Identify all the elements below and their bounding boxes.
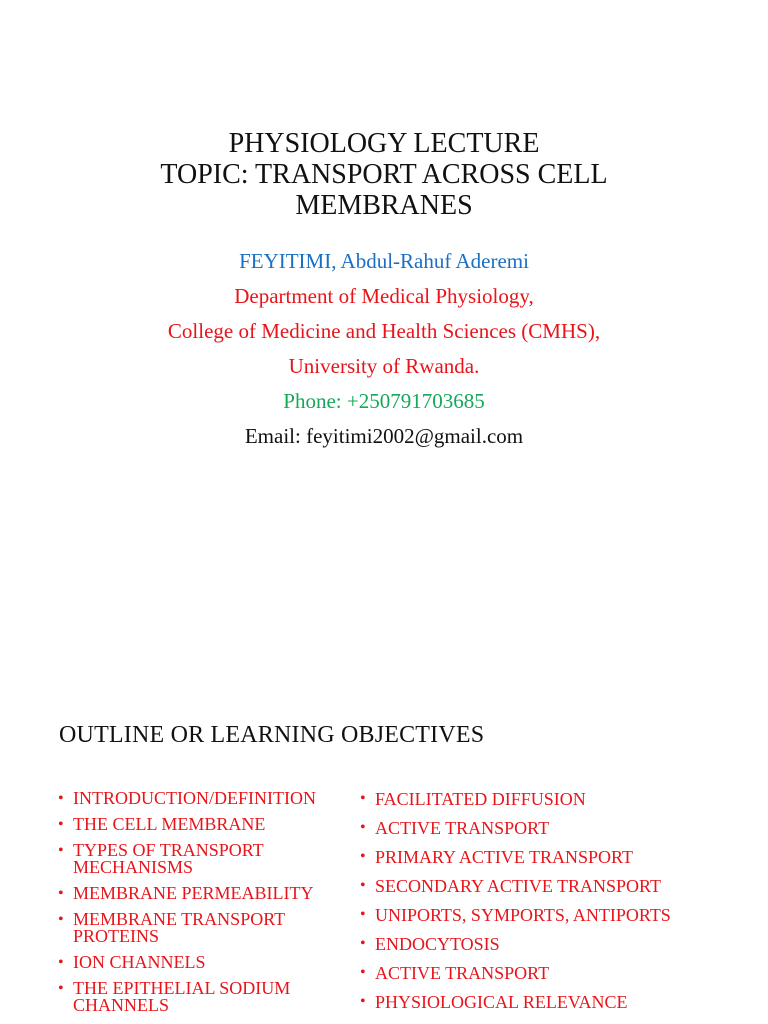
bullet-icon: •: [58, 911, 64, 928]
bullet-icon: •: [360, 906, 366, 923]
bullet-icon: •: [360, 819, 366, 836]
email: Email: feyitimi2002@gmail.com: [244, 424, 524, 448]
bullet-icon: •: [360, 848, 366, 865]
bullet-icon: •: [58, 816, 64, 833]
outline-item-text: UNIPORTS, SYMPORTS, ANTIPORTS: [375, 905, 671, 925]
outline-item: [360, 819, 760, 837]
bullet-icon: •: [360, 964, 366, 981]
outline-item-text: ENDOCYTOSIS: [375, 934, 500, 954]
outline-item: [360, 993, 760, 1011]
title-line-2: TOPIC: TRANSPORT ACROSS CELL: [160, 159, 608, 190]
university: University of Rwanda.: [288, 354, 480, 378]
outline-item: [58, 842, 358, 876]
outline-item: [58, 911, 358, 945]
department: Department of Medical Physiology,: [234, 284, 534, 308]
outline-item: [360, 935, 760, 953]
outline-item: [58, 980, 358, 1014]
outline-item-text: THE CELL MEMBRANE: [73, 814, 266, 834]
lecture-title: [0, 128, 768, 221]
outline-list-left: [58, 790, 358, 1023]
outline-item-text: ACTIVE TRANSPORT: [375, 963, 550, 983]
outline-item: [58, 816, 358, 833]
outline-item-text: PHYSIOLOGICAL RELEVANCE: [375, 992, 628, 1012]
outline-item: [58, 954, 358, 971]
college: College of Medicine and Health Sciences (CMHS),: [167, 319, 601, 343]
outline-item: [58, 885, 358, 902]
outline-item-text: INTRODUCTION/DEFINITION: [73, 788, 316, 808]
outline-heading: OUTLINE OR LEARNING OBJECTIVES: [59, 722, 485, 748]
outline-item-text: FACILITATED DIFFUSION: [375, 789, 586, 809]
bullet-icon: •: [360, 877, 366, 894]
phone: Phone: +250791703685: [283, 389, 485, 413]
bullet-icon: •: [58, 842, 64, 859]
outline-item-text: ACTIVE TRANSPORT: [375, 818, 550, 838]
outline-item: [360, 906, 760, 924]
outline-slide: [0, 690, 768, 1024]
outline-item-text: PRIMARY ACTIVE TRANSPORT: [375, 847, 633, 867]
bullet-icon: •: [360, 790, 366, 807]
outline-item: [360, 790, 760, 808]
outline-item: [360, 964, 760, 982]
outline-item-text: MEMBRANE PERMEABILITY: [73, 883, 314, 903]
presenter-info: [0, 246, 768, 456]
bullet-icon: •: [58, 885, 64, 902]
outline-item-text: MEMBRANE TRANSPORT PROTEINS: [73, 909, 285, 946]
title-line-1: PHYSIOLOGY LECTURE: [228, 128, 540, 159]
outline-list-right: [360, 790, 760, 1022]
outline-item-text: TYPES OF TRANSPORT MECHANISMS: [73, 840, 264, 877]
outline-item: [360, 877, 760, 895]
outline-item-text: THE EPITHELIAL SODIUM CHANNELS: [73, 978, 291, 1015]
bullet-icon: •: [58, 790, 64, 807]
outline-item-text: SECONDARY ACTIVE TRANSPORT: [375, 876, 661, 896]
bullet-icon: •: [360, 993, 366, 1010]
bullet-icon: •: [58, 980, 64, 997]
bullet-icon: •: [360, 935, 366, 952]
author-name: FEYITIMI, Abdul-Rahuf Aderemi: [239, 249, 529, 273]
outline-item: [58, 790, 358, 807]
bullet-icon: •: [58, 954, 64, 971]
outline-item-text: ION CHANNELS: [73, 952, 206, 972]
outline-item: [360, 848, 760, 866]
title-line-3: MEMBRANES: [295, 190, 473, 221]
